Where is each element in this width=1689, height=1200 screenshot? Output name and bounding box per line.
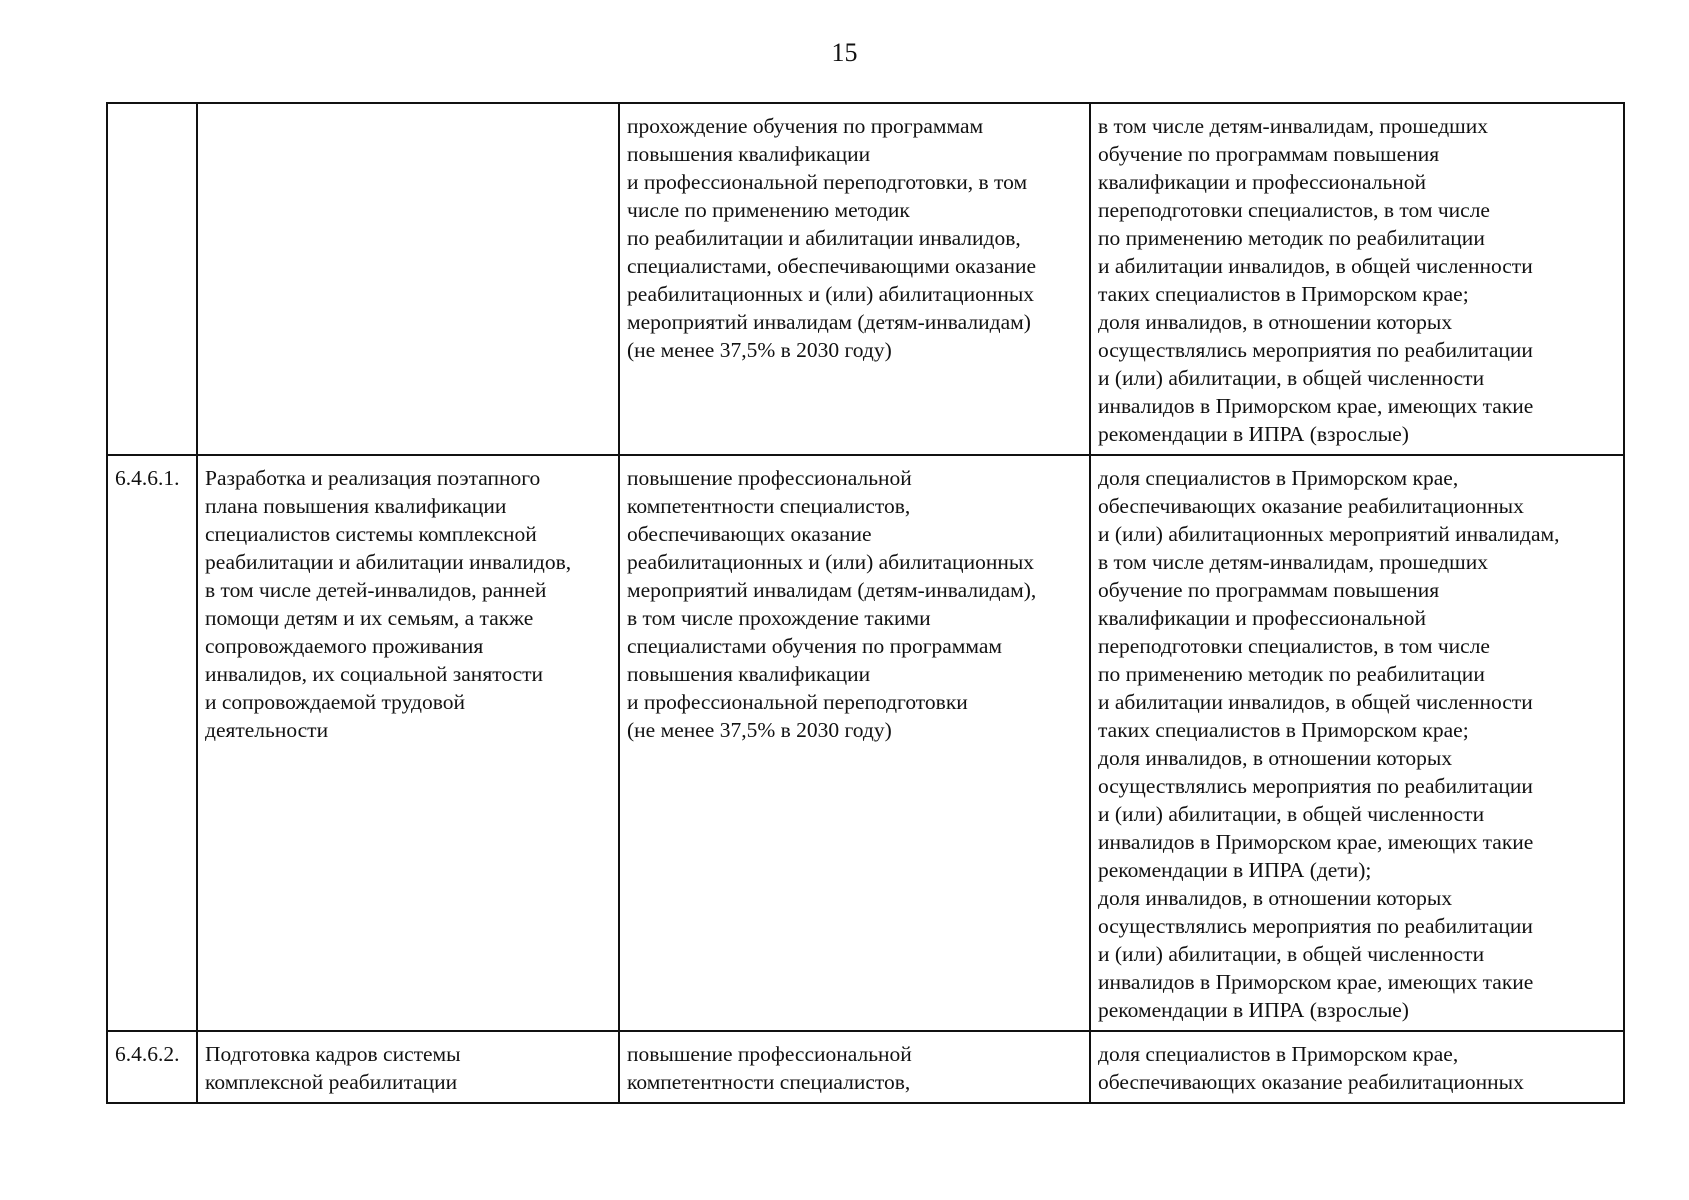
item-code-cell xyxy=(107,103,197,455)
result-text-line: мероприятий инвалидам (детям-инвалидам), xyxy=(627,578,1037,602)
result-text-line: прохождение обучения по программам xyxy=(627,114,984,138)
table-row xyxy=(107,1031,1624,1103)
indicator-text-line: доля инвалидов, в отношении которых xyxy=(1098,310,1453,334)
task-text-line: инвалидов, их социальной занятости xyxy=(205,662,544,686)
indicator-text-line: рекомендации в ИПРА (дети); xyxy=(1098,858,1372,882)
indicator-text-line: обеспечивающих оказание реабилитационных xyxy=(1098,1070,1524,1094)
indicator-text-line: и абилитации инвалидов, в общей численности xyxy=(1098,254,1533,278)
indicator-text-line: и (или) абилитационных мероприятий инвалидам, xyxy=(1098,522,1560,546)
task-text-line: комплексной реабилитации xyxy=(205,1070,458,1094)
result-text-line: и профессиональной переподготовки, в том xyxy=(627,170,1028,194)
indicator-text-line: рекомендации в ИПРА (взрослые) xyxy=(1098,998,1409,1022)
result-cell xyxy=(619,103,1090,455)
indicator-cell xyxy=(1090,455,1624,1031)
indicator-text-line: доля инвалидов, в отношении которых xyxy=(1098,886,1453,910)
page-number: 15 xyxy=(831,38,858,67)
indicator-text-line: и абилитации инвалидов, в общей численности xyxy=(1098,690,1533,714)
indicator-text-line: квалификации и профессиональной xyxy=(1098,170,1427,194)
indicator-cell xyxy=(1090,1031,1624,1103)
indicator-text-line: инвалидов в Приморском крае, имеющих такие xyxy=(1098,394,1534,418)
result-cell xyxy=(619,455,1090,1031)
result-text-line: повышение профессиональной xyxy=(627,1042,912,1066)
indicator-text-line: по применению методик по реабилитации xyxy=(1098,662,1485,686)
result-text-line: в том числе прохождение такими xyxy=(627,606,931,630)
indicator-text-line: в том числе детям-инвалидам, прошедших xyxy=(1098,550,1488,574)
indicator-text-line: переподготовки специалистов, в том числе xyxy=(1098,198,1490,222)
result-cell xyxy=(619,1031,1090,1103)
item-code: 6.4.6.2. xyxy=(115,1042,180,1066)
indicator-text-line: инвалидов в Приморском крае, имеющих такие xyxy=(1098,830,1534,854)
task-text-line: специалистов системы комплексной xyxy=(205,522,537,546)
result-text-line: специалистами обучения по программам xyxy=(627,634,1003,658)
task-text-line: помощи детям и их семьям, а также xyxy=(205,606,534,630)
task-text-line: плана повышения квалификации xyxy=(205,494,507,518)
task-cell xyxy=(197,455,619,1031)
result-text-line: (не менее 37,5% в 2030 году) xyxy=(627,718,892,742)
indicator-text-line: осуществлялись мероприятия по реабилитации xyxy=(1098,774,1533,798)
task-text-line: в том числе детей-инвалидов, ранней xyxy=(205,578,547,602)
result-text-line: специалистами, обеспечивающими оказание xyxy=(627,254,1037,278)
task-text-line: реабилитации и абилитации инвалидов, xyxy=(205,550,572,574)
indicator-text-line: таких специалистов в Приморском крае; xyxy=(1098,282,1469,306)
item-code: 6.4.6.1. xyxy=(115,466,180,490)
result-text-line: реабилитационных и (или) абилитационных xyxy=(627,550,1035,574)
indicator-text-line: и (или) абилитации, в общей численности xyxy=(1098,942,1485,966)
task-text-line: Подготовка кадров системы xyxy=(205,1042,461,1066)
task-text-line: Разработка и реализация поэтапного xyxy=(205,466,541,490)
result-text-line: реабилитационных и (или) абилитационных xyxy=(627,282,1035,306)
indicator-cell xyxy=(1090,103,1624,455)
indicator-text-line: обучение по программам повышения xyxy=(1098,142,1440,166)
indicator-text-line: обеспечивающих оказание реабилитационных xyxy=(1098,494,1524,518)
task-text-line: деятельности xyxy=(205,718,329,742)
indicator-text-line: по применению методик по реабилитации xyxy=(1098,226,1485,250)
result-text-line: повышения квалификации xyxy=(627,142,871,166)
measures-table xyxy=(106,102,1625,1104)
indicator-text-line: в том числе детям-инвалидам, прошедших xyxy=(1098,114,1488,138)
result-text-line: числе по применению методик xyxy=(627,198,910,222)
table-row xyxy=(107,455,1624,1031)
task-cell xyxy=(197,1031,619,1103)
indicator-text-line: инвалидов в Приморском крае, имеющих такие xyxy=(1098,970,1534,994)
indicator-text-line: и (или) абилитации, в общей численности xyxy=(1098,802,1485,826)
indicator-text-line: и (или) абилитации, в общей численности xyxy=(1098,366,1485,390)
result-text-line: компетентности специалистов, xyxy=(627,494,911,518)
indicator-text-line: осуществлялись мероприятия по реабилитации xyxy=(1098,338,1533,362)
task-text-line: и сопровождаемой трудовой xyxy=(205,690,465,714)
result-text-line: по реабилитации и абилитации инвалидов, xyxy=(627,226,1021,250)
indicator-text-line: обучение по программам повышения xyxy=(1098,578,1440,602)
indicator-text-line: доля специалистов в Приморском крае, xyxy=(1098,466,1459,490)
task-cell xyxy=(197,103,619,455)
indicator-text-line: таких специалистов в Приморском крае; xyxy=(1098,718,1469,742)
indicator-text-line: рекомендации в ИПРА (взрослые) xyxy=(1098,422,1409,446)
indicator-text-line: доля специалистов в Приморском крае, xyxy=(1098,1042,1459,1066)
indicator-text-line: переподготовки специалистов, в том числе xyxy=(1098,634,1490,658)
item-code-cell xyxy=(107,455,197,1031)
indicator-text-line: квалификации и профессиональной xyxy=(1098,606,1427,630)
indicator-text-line: осуществлялись мероприятия по реабилитации xyxy=(1098,914,1533,938)
task-text-line: сопровождаемого проживания xyxy=(205,634,484,658)
result-text-line: обеспечивающих оказание xyxy=(627,522,872,546)
result-text-line: повышения квалификации xyxy=(627,662,871,686)
result-text-line: компетентности специалистов, xyxy=(627,1070,911,1094)
result-text-line: мероприятий инвалидам (детям-инвалидам) xyxy=(627,310,1031,334)
indicator-text-line: доля инвалидов, в отношении которых xyxy=(1098,746,1453,770)
result-text-line: (не менее 37,5% в 2030 году) xyxy=(627,338,892,362)
result-text-line: повышение профессиональной xyxy=(627,466,912,490)
item-code-cell xyxy=(107,1031,197,1103)
table-row xyxy=(107,103,1624,455)
result-text-line: и профессиональной переподготовки xyxy=(627,690,968,714)
